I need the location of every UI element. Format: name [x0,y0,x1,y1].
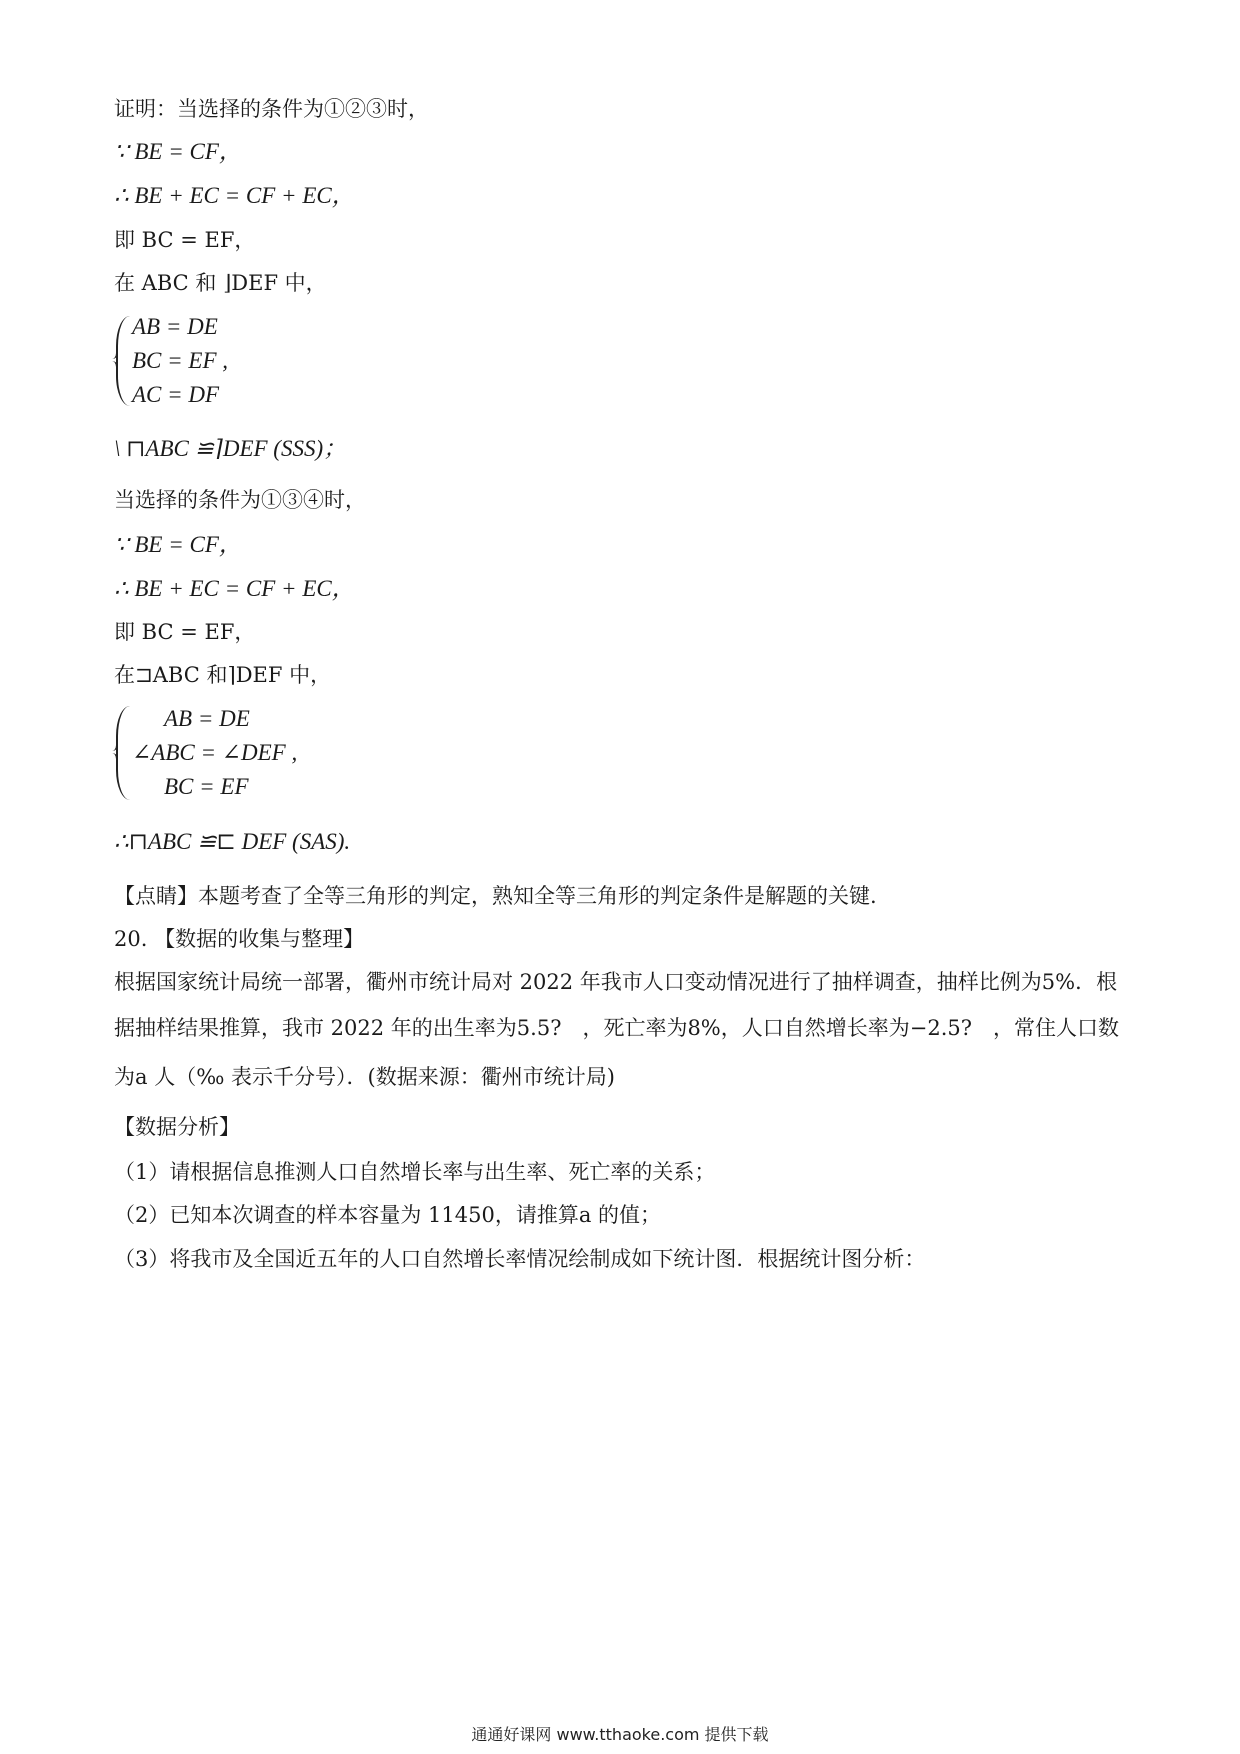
page-footer: 通通好课网 www.tthaoke.com 提供下载 [471,1725,769,1744]
proof-line: 证明：当选择的条件为①②③时， [114,97,429,121]
proof-line: 在⊐ABC 和⌉DEF 中， [114,663,332,687]
equation-brace [116,706,132,800]
equation-line: BC = EF , [132,348,229,373]
proof-line: ∵ BE = CF， [114,139,242,164]
proof-line: ∴⊓ABC ≌⊏ DEF (SAS). [114,829,351,854]
sub-question: （3）将我市及全国近五年的人口自然增长率情况绘制成如下统计图．根据统计图分析： [114,1247,926,1271]
question-header: 20. 【数据的收集与整理】 [114,927,365,951]
proof-line: 当选择的条件为①③④时， [114,488,366,512]
equation-line: ∠ABC = ∠DEF , [132,740,298,765]
paragraph-line: 根据国家统计局统一部署，衢州市统计局对 2022 年我市人口变动情况进行了抽样调查，抽样比例为5%．根 [114,970,1118,994]
proof-line: ∴ BE + EC = CF + EC， [114,183,355,208]
paragraph-line: 为a 人（‰ 表示千分号）．(数据来源：衢州市统计局) [114,1065,615,1089]
proof-line: 在 ABC 和 ⌋DEF 中， [114,271,327,295]
proof-line: 即 BC = EF， [114,620,256,644]
equation-line: AB = DE [164,706,250,731]
equation-line: AC = DF [132,382,220,407]
proof-line: \ ⊓ABC ≌⌉DEF (SSS)； [114,436,347,461]
sub-question: （1）请根据信息推测人口自然增长率与出生率、死亡率的关系； [114,1160,716,1184]
proof-line: ∵ BE = CF， [114,532,242,557]
proof-line: ∴ BE + EC = CF + EC， [114,576,355,601]
equation-line: AB = DE [132,314,218,339]
equation-line: BC = EF [164,774,249,799]
section-heading: 【数据分析】 [114,1115,240,1139]
sub-question: （2）已知本次调查的样本容量为 11450，请推算a 的值； [114,1203,662,1227]
equation-brace [116,316,132,406]
paragraph-line: 据抽样结果推算，我市 2022 年的出生率为5.5? ，死亡率为8%，人口自然增长率为−2.5? ，常住人口数 [114,1016,1120,1040]
proof-line: 即 BC = EF， [114,228,256,252]
dianjing-note: 【点睛】本题考查了全等三角形的判定，熟知全等三角形的判定条件是解题的关键. [114,884,877,908]
